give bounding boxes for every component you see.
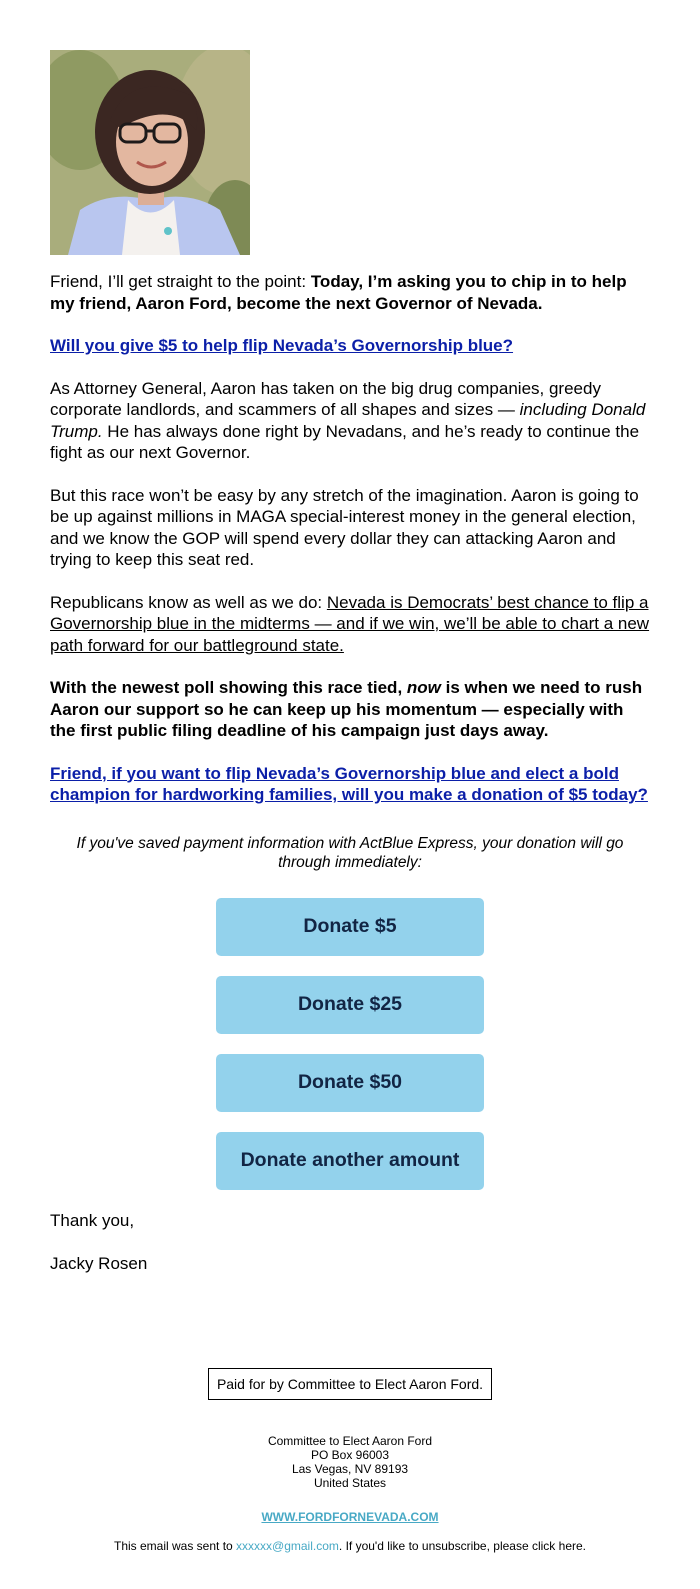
donate-other-button[interactable]: Donate another amount	[216, 1132, 484, 1190]
portrait-image	[50, 50, 250, 255]
gop-lead: Republicans know as well as we do:	[50, 592, 327, 612]
gop-paragraph	[50, 592, 650, 657]
intro-paragraph	[50, 271, 650, 314]
donate-buttons	[50, 898, 650, 1210]
ag-italic: including Donald Trump.	[50, 400, 646, 441]
intro-bold: Today, I’m asking you to chip in to help my friend, Aaron Ford, become the next Governor of Nevada.	[50, 272, 627, 313]
donate-link-champion[interactable]: Friend, if you want to flip Nevada’s Governorship blue and elect a bold champion for hardworking families, will you make a donation of $5 today?	[50, 763, 648, 804]
donate-50-button[interactable]: Donate $50	[216, 1054, 484, 1112]
poll-bold-2: is when we need to rush Aaron our support so he can keep up his momentum — especially with the first public filing deadline of his campaign just days away.	[50, 678, 643, 740]
unsub-prefix: This email was sent to	[113, 1539, 237, 1553]
gop-underlined: Nevada is Democrats’ best chance to flip a Governorship blue in the midterms — and if we win, we’ll be able to chart a new path forward for our battleground state.	[50, 592, 650, 655]
race-paragraph: But this race won’t be easy by any stretch of the imagination. Aaron is going to be up against millions in MAGA special-interest money in the general election, and we know the GOP will spend every dollar they can attacking Aaron and trying to keep this seat red.	[50, 485, 639, 569]
ag-text-2: He has always done right by Nevadans, and he’s ready to continue the fight as our next Governor.	[50, 421, 640, 462]
cta-paragraph-1	[50, 335, 650, 357]
signature-name: Jacky Rosen	[50, 1253, 148, 1273]
address-city: Las Vegas, NV 89193	[291, 1462, 409, 1476]
donate-link-5[interactable]: Will you give $5 to help flip Nevada’s Governorship blue?	[50, 336, 514, 355]
thank-you: Thank you,	[50, 1210, 135, 1230]
intro-lead: Friend, I’ll get straight to the point:	[50, 272, 311, 291]
address-org: Committee to Elect Aaron Ford	[267, 1434, 433, 1448]
recipient-email-link[interactable]: xxxxxx@gmail.com	[236, 1539, 339, 1553]
poll-paragraph	[50, 677, 650, 742]
poll-bold-italic: now	[406, 678, 441, 697]
portrait-photo	[50, 50, 250, 255]
address-country: United States	[313, 1476, 387, 1490]
attorney-general-paragraph	[50, 378, 650, 464]
website-link[interactable]: WWW.FORDFORNEVADA.COM	[261, 1510, 439, 1524]
email-footer	[0, 1368, 700, 1553]
unsub-suffix[interactable]: . If you'd like to unsubscribe, please click here.	[338, 1539, 586, 1553]
poll-bold-1: With the newest poll showing this race tied,	[50, 678, 407, 697]
ag-text-1: As Attorney General, Aaron has taken on the big drug companies, greedy corporate landlords, and scammers of all shapes and sizes —	[50, 378, 601, 419]
unsubscribe-line	[0, 1539, 700, 1553]
express-note: If you've saved payment information with ActBlue Express, your donation will go through immediately:	[76, 834, 624, 871]
address-po-box: PO Box 96003	[310, 1448, 390, 1462]
paid-for-disclaimer: Paid for by Committee to Elect Aaron Ford.	[208, 1368, 492, 1400]
email-body	[50, 50, 650, 1296]
donate-5-button[interactable]: Donate $5	[216, 898, 484, 956]
donate-25-button[interactable]: Donate $25	[216, 976, 484, 1034]
mailing-address	[0, 1434, 700, 1490]
cta-paragraph-2	[50, 763, 650, 806]
